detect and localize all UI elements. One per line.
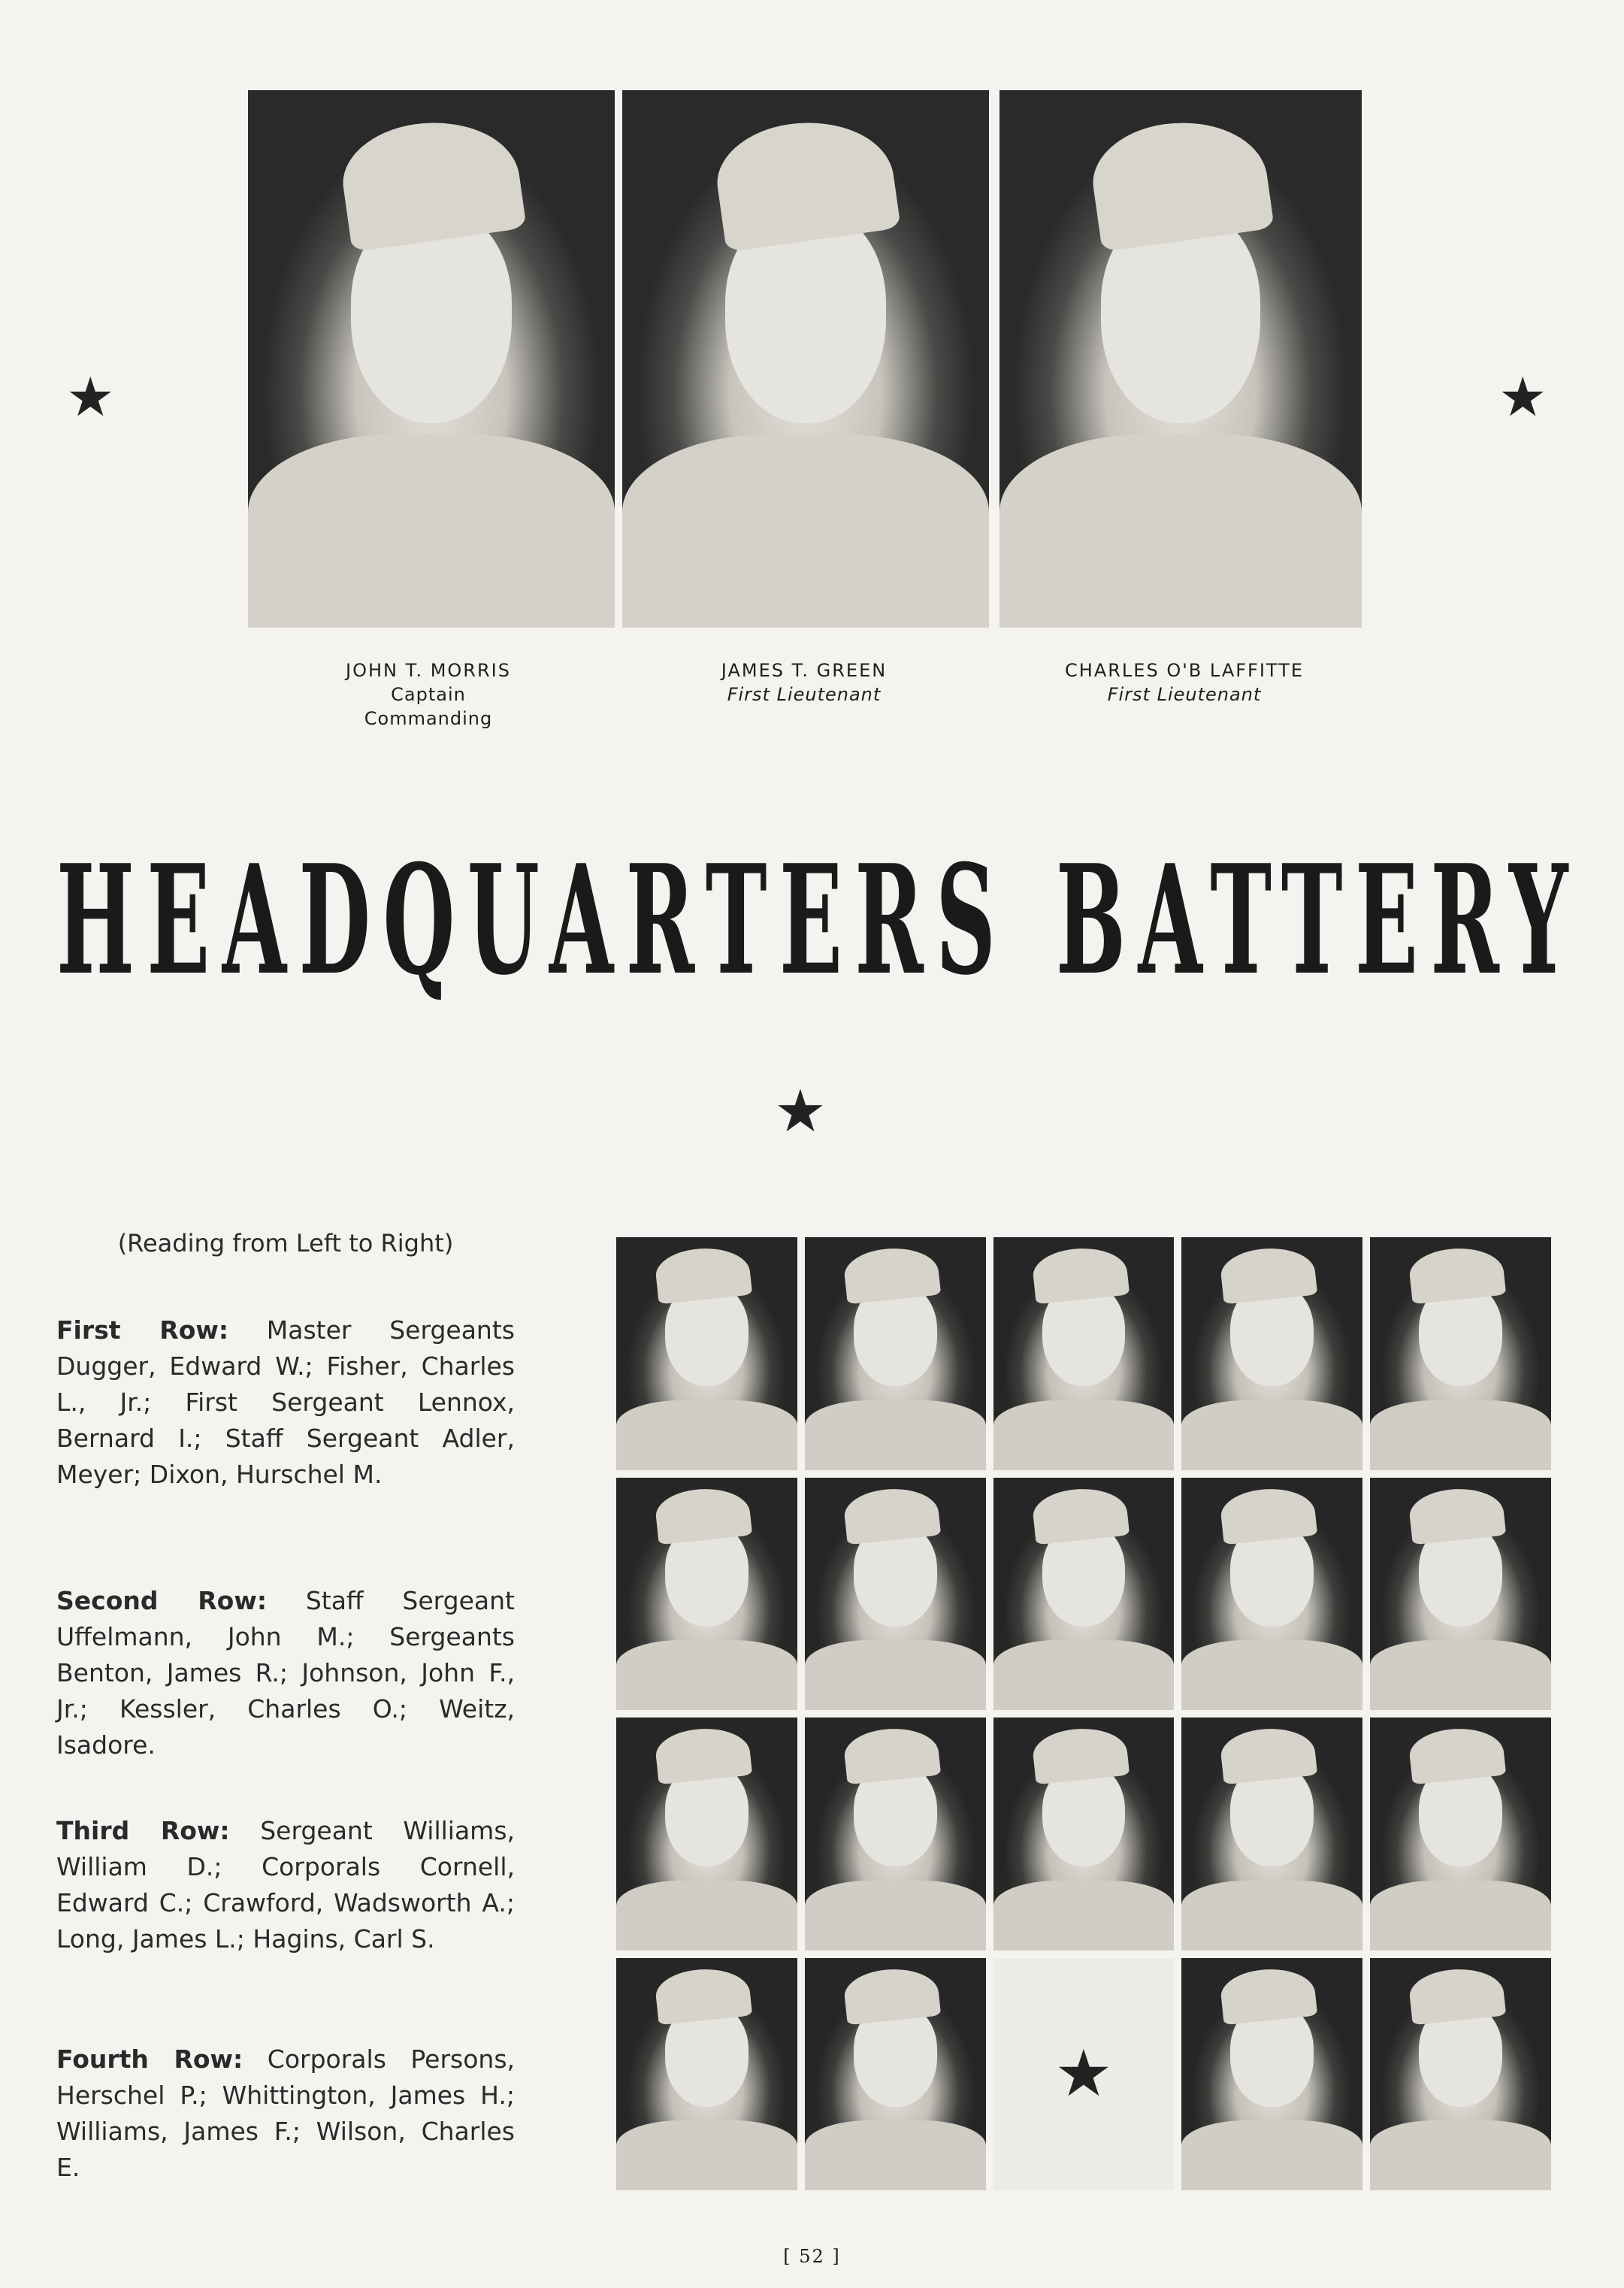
officer-rank: First Lieutenant — [727, 684, 882, 705]
roster-photo — [993, 1718, 1175, 1951]
roster-row-label: Third Row: — [56, 1816, 230, 1845]
roster-photo — [616, 1958, 797, 2191]
star-ornament-grid: ★ — [1054, 2036, 1113, 2112]
roster-photo — [993, 1237, 1175, 1470]
officer-portrait-morris — [248, 90, 615, 628]
roster-photo — [805, 1958, 986, 2191]
roster-row-label: Second Row: — [56, 1586, 268, 1615]
officer-rank: Captain — [391, 684, 466, 705]
roster-row-second — [56, 1583, 515, 1763]
roster-photo — [1181, 1237, 1362, 1470]
officer-caption-laffitte — [989, 658, 1380, 707]
officer-caption-morris — [233, 658, 624, 731]
page-title-word-headquarters: HEADQUARTERS — [56, 832, 1009, 1009]
roster-photo — [805, 1718, 986, 1951]
roster-photo — [1370, 1718, 1551, 1951]
officer-rank-detail: Commanding — [364, 708, 493, 729]
officer-name: JAMES T. GREEN — [721, 660, 888, 681]
roster-photo — [805, 1237, 986, 1470]
page-number: [ 52 ] — [783, 2246, 841, 2267]
roster-photo — [616, 1237, 797, 1470]
roster-row-label: Fourth Row: — [56, 2044, 243, 2074]
roster-photo — [805, 1478, 986, 1711]
roster-row-names: Corporals Persons, Herschel P.; Whittington, James H.; Williams, James F.; Wilson, Charles E. — [56, 2044, 516, 2182]
roster-photo — [1181, 1478, 1362, 1711]
roster-photo-grid — [616, 1237, 1551, 2190]
page-title-word-battery: BATTERY — [1056, 832, 1581, 1009]
officer-caption-green — [609, 658, 1000, 707]
roster-row-fourth — [56, 2041, 515, 2186]
roster-photo — [616, 1718, 797, 1951]
roster-photo — [1370, 1478, 1551, 1711]
roster-photo — [616, 1478, 797, 1711]
roster-intro: (Reading from Left to Right) — [117, 1229, 454, 1257]
officer-portrait-laffitte — [1000, 90, 1362, 628]
star-ornament-left: ★ — [66, 365, 115, 428]
roster-photo — [1370, 1237, 1551, 1470]
roster-row-names: Master Sergeants Dugger, Edward W.; Fisher, Charles L., Jr.; First Sergeant Lennox, Bernard I.; Staff Sergeant Adler, Meyer; Dixon, Hurschel M. — [56, 1315, 515, 1489]
roster-row-first — [56, 1312, 515, 1493]
star-ornament-right: ★ — [1498, 365, 1547, 428]
roster-row-third — [56, 1813, 515, 1957]
roster-row-names: Staff Sergeant Uffelmann, John M.; Sergeants Benton, James R.; Johnson, John F., Jr.; Kessler, Charles O.; Weitz, Isadore. — [56, 1586, 515, 1760]
star-ornament-center: ★ — [774, 1078, 827, 1146]
roster-photo — [1181, 1958, 1362, 2191]
roster-photo — [993, 1478, 1175, 1711]
officer-rank: First Lieutenant — [1107, 684, 1262, 705]
officer-name: CHARLES O'B LAFFITTE — [1065, 660, 1304, 681]
roster-row-label: First Row: — [56, 1315, 229, 1345]
roster-row-names: Sergeant Williams, William D.; Corporals Cornell, Edward C.; Crawford, Wadsworth A.; Long, James L.; Hagins, Carl S. — [56, 1816, 515, 1954]
officer-portrait-green — [622, 90, 989, 628]
roster-photo — [1181, 1718, 1362, 1951]
officer-name: JOHN T. MORRIS — [346, 660, 511, 681]
roster-photo-placeholder — [993, 1958, 1175, 2191]
roster-photo — [1370, 1958, 1551, 2191]
